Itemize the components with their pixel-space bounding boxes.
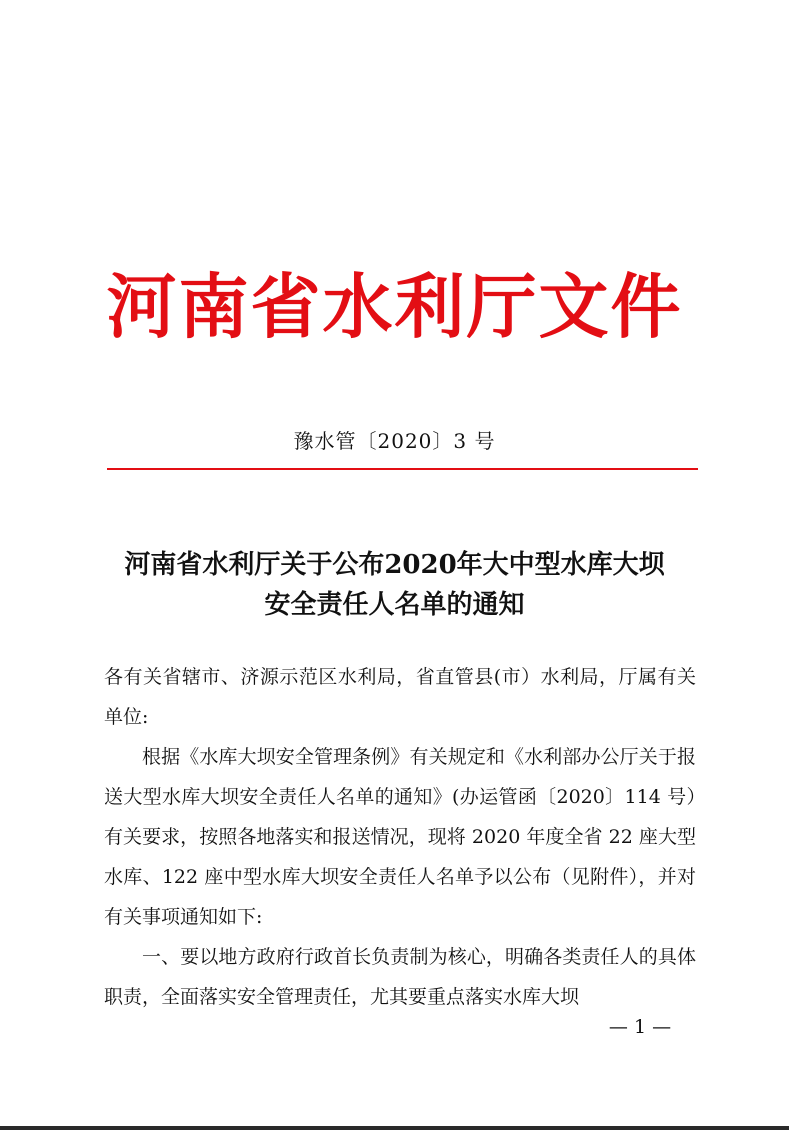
body-paragraph-2: 一、要以地方政府行政首长负责制为核心，明确各类责任人的具体职责，全面落实安全管理责任，尤其要重点落实水库大坝 (104, 946, 696, 1008)
document-number: 豫水管〔2020〕3 号 (293, 429, 496, 453)
notice-title-line-1: 河南省水利厅关于公布2020年大中型水库大坝 (124, 550, 665, 580)
document-header-title: 河南省水利厅文件 (106, 266, 683, 348)
notice-title-line-2: 安全责任人名单的通知 (264, 590, 525, 620)
red-divider-line (107, 468, 698, 470)
page-number: — 1 — (608, 1016, 672, 1038)
notice-title (60, 545, 729, 625)
addressee-paragraph: 各有关省辖市、济源示范区水利局，省直管县(市）水利局，厅属有关单位: (104, 666, 696, 728)
notice-body (104, 657, 696, 1017)
body-paragraph-1: 根据《水库大坝安全管理条例》有关规定和《水利部办公厅关于报送大型水库大坝安全责任人名单的通知》(办运管函〔2020〕114 号）有关要求，按照各地落实和报送情况，现将 2020 年度全省 22 座大型水库、122 座中型水库大坝安全责任人名单予以公布（见附件），并对有关事项通知如下: (104, 746, 696, 928)
scan-bottom-edge (0, 1126, 789, 1130)
